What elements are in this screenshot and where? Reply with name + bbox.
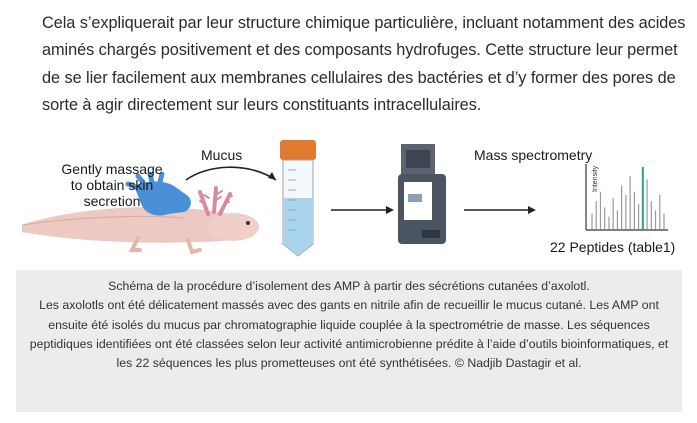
mass-spectrometer-icon [398,144,446,244]
spectrum-peaks [592,167,664,229]
figure-caption [16,270,682,412]
article-paragraph: Cela s’expliquerait par leur structure chimique particulière, incluant notamment des acides aminés chargés positivement et des composants hydrofuges. Cette structure leur permet de se lier facilement aux membranes cellulaires des bactéries et d’y former des pores de sorte à agir directement sur leurs constituants intracellulaires. [42,14,686,115]
intensity-axis-label: Intensity [592,165,599,192]
mucus-label: Mucus [201,147,243,163]
mass-spectrometry-label: Mass spectrometry [474,147,593,163]
caption-title: Schéma de la procédure d’isolement des AMP à partir des sécrétions cutanées d’axolotl. [108,279,590,293]
mucus-tube-icon [280,140,316,256]
massage-label: Gently massage to obtain skin secretion [61,161,163,209]
procedure-figure [18,128,680,264]
caption-body: Les axolotls ont été délicatement massés avec des gants en nitrile afin de recueillir le mucus cutané. Les AMP ont ensuite été isolés du mucus par chromatographie liquide couplée à la spectrométrie de masse. Les séquences peptidiques identifiées ont été classées selon leur activité antimicrobienne prédite à l’aide d’outils bioinformatiques, et les 22 séquences les plus prometteuses ont été synthétisées. © Nadjib Dastagir et al. [29,298,669,371]
peptides-label: 22 Peptides (table1) [550,239,676,255]
